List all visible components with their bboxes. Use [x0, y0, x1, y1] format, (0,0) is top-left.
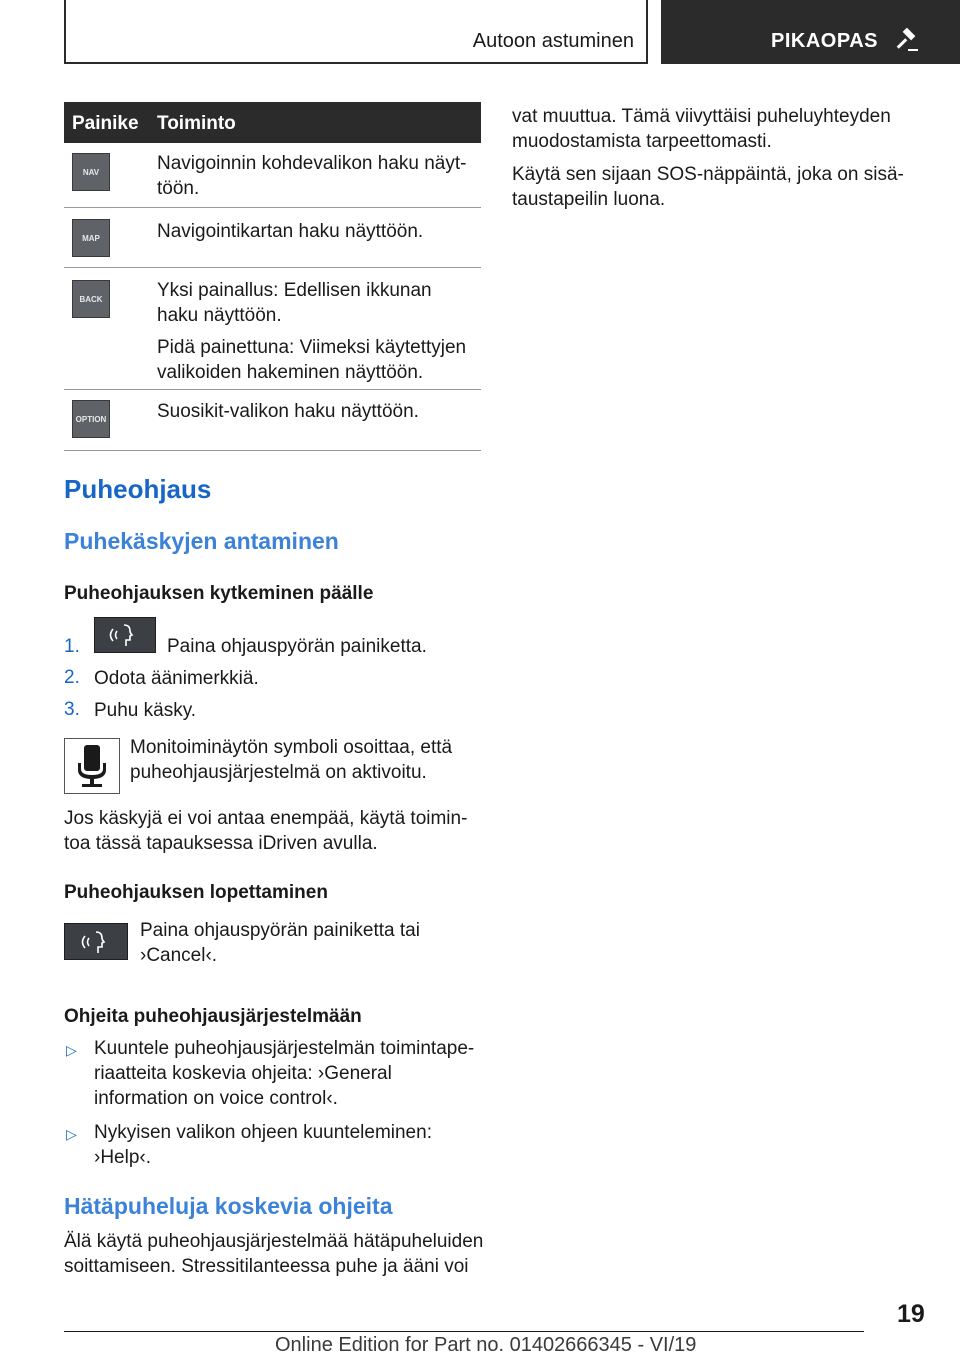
column-header-function: Toiminto — [157, 113, 236, 134]
help-heading: Ohjeita puheohjausjärjestelmään — [64, 1006, 362, 1027]
table-row — [64, 390, 481, 451]
table-row — [64, 143, 481, 208]
list-item: Kuuntele puheohjausjärjestelmän toimintaperiaatteita koskevia ohjeita: ›General information on voice control‹. — [94, 1038, 475, 1109]
step-text: Odota äänimerkkiä. — [94, 668, 259, 689]
table-row — [64, 208, 481, 268]
emergency-text: Älä käytä puheohjausjärjestelmää hätäpuheluiden soittamiseen. Stressitilanteessa puhe ja ääni voi — [64, 1231, 484, 1277]
step-number: 1. — [64, 636, 80, 657]
row-text: Suosikit-valikon haku näyttöön. — [157, 401, 419, 422]
activate-heading: Puheohjauksen kytkeminen päälle — [64, 583, 374, 604]
page-number: 19 — [897, 1300, 925, 1328]
voice-command-icon — [65, 924, 127, 959]
row-text: Navigointikartan haku näyttöön. — [157, 221, 424, 242]
table-header — [64, 102, 481, 143]
map-button-icon: MAP — [72, 219, 110, 257]
header-section-tab — [64, 0, 648, 64]
deactivate-text: Paina ohjauspyörän painiketta tai ›Cancel‹. — [140, 920, 420, 966]
step-number: 2. — [64, 667, 80, 688]
emergency-text-continued: vat muuttua. Tämä viivyttäisi puheluyhteyden muodostamista tarpeettomasti. — [512, 106, 891, 152]
subsection-heading: Puhekäskyjen antaminen — [64, 528, 339, 554]
mic-note: Monitoiminäytön symboli osoittaa, että puheohjausjärjestelmä on aktivoitu. — [130, 737, 453, 783]
microphone-symbol — [64, 738, 120, 794]
footer-divider — [64, 1331, 864, 1332]
row-text: Yksi painallus: Edellisen ikkunan haku näyttöön. Pidä painettuna: Viimeksi käytettyjen valikoiden hakeminen näyttöön. — [157, 280, 467, 383]
step-number: 3. — [64, 699, 80, 720]
column-header-button: Painike — [72, 113, 139, 134]
microphone-icon — [65, 739, 119, 793]
triangle-bullet-icon: ▷ — [66, 1126, 77, 1142]
nav-button-icon: NAV — [72, 153, 110, 191]
sos-note: Käytä sen sijaan SOS-näppäintä, joka on sisätaustapeilin luona. — [512, 164, 904, 210]
section-title: Autoon astuminen — [472, 30, 634, 52]
badge-label: PIKAOPAS — [771, 30, 878, 52]
header-badge — [661, 0, 960, 64]
fallback-text: Jos käskyjä ei voi antaa enempää, käytä toimintoa tässä tapauksessa iDriven avulla. — [64, 808, 468, 854]
back-button-icon: BACK — [72, 280, 110, 318]
step-text: Paina ohjauspyörän painiketta. — [167, 636, 427, 657]
steering-voice-button-icon — [64, 923, 128, 960]
section-heading: Puheohjaus — [64, 474, 212, 504]
gavel-icon — [894, 28, 920, 54]
emergency-heading: Hätäpuheluja koskevia ohjeita — [64, 1193, 393, 1219]
row-text: Navigoinnin kohdevalikon haku näyttöön. — [157, 153, 467, 199]
deactivate-heading: Puheohjauksen lopettaminen — [64, 882, 328, 903]
step-text: Puhu käsky. — [94, 700, 197, 721]
voice-command-icon — [95, 618, 155, 652]
steering-voice-button-icon — [94, 617, 156, 653]
triangle-bullet-icon: ▷ — [66, 1042, 77, 1058]
table-row — [64, 268, 481, 390]
option-button-icon: OPTION — [72, 400, 110, 438]
button-function-table — [64, 102, 481, 451]
list-item: Nykyisen valikon ohjeen kuunteleminen: ›Help‹. — [94, 1122, 432, 1168]
edition-footer: Online Edition for Part no. 01402666345 - VI/19 — [275, 1334, 697, 1356]
